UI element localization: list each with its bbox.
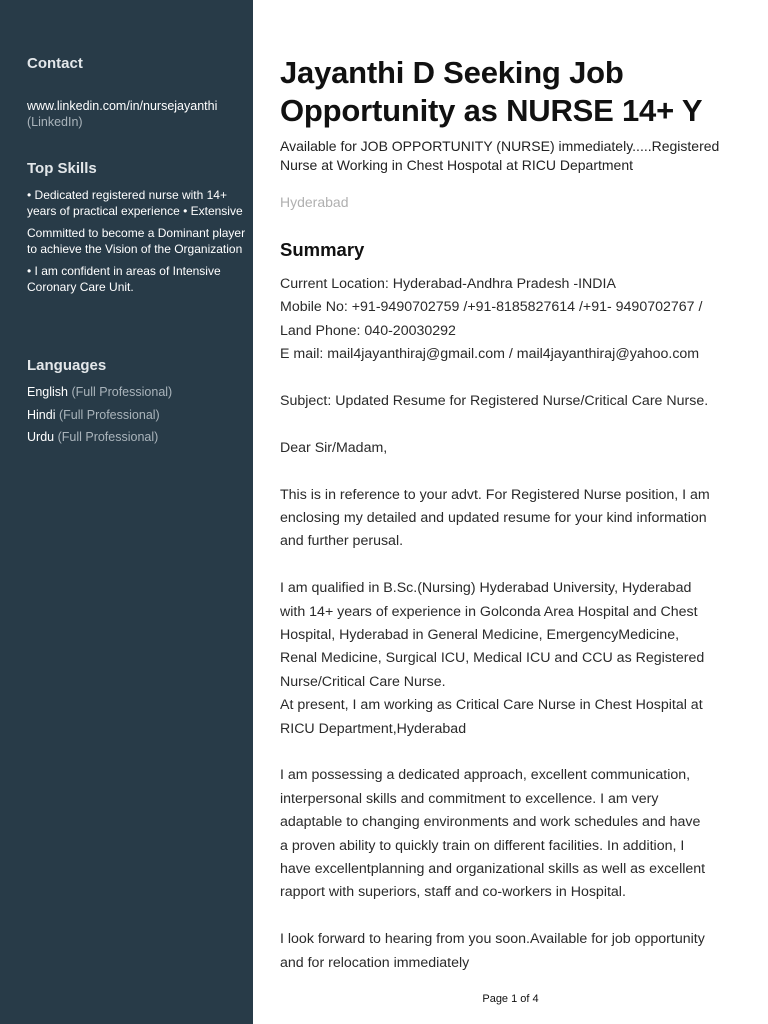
languages-section: [27, 357, 249, 452]
language-name: Urdu: [27, 430, 55, 444]
summary-line: Dear Sir/Madam,: [280, 439, 388, 456]
skill-item: • I am confident in areas of Intensive Coronary Care Unit.: [27, 264, 221, 294]
summary-spacer: [280, 413, 750, 436]
summary-line: have excellentplanning and organizational skills as well as excellent: [280, 861, 706, 878]
summary-line: Subject: Updated Resume for Registered Nurse/Critical Care Nurse.: [280, 393, 709, 410]
linkedin-link[interactable]: www.linkedin.com/in/nursejayanthi: [27, 99, 218, 113]
linkedin-label: (LinkedIn): [27, 115, 83, 129]
summary-line: and further perusal.: [280, 533, 404, 550]
summary-line: interpersonal skills and commitment to excellence. I am very: [280, 790, 659, 807]
top-skills-heading: Top Skills: [27, 160, 97, 177]
summary-spacer: [280, 905, 750, 928]
summary-spacer: [280, 741, 750, 764]
languages-heading: Languages: [27, 357, 107, 374]
language-level: (Full Professional): [57, 430, 159, 444]
sidebar: [0, 0, 253, 1024]
summary-line: Land Phone: 040-20030292: [280, 322, 456, 339]
language-item: [27, 407, 249, 423]
language-item: [27, 429, 249, 445]
top-skills-section: [27, 160, 249, 301]
summary-line: a proven ability to quickly train on different facilities. In addition, I: [280, 837, 685, 854]
summary-line: E mail: mail4jayanthiraj@gmail.com / mail4jayanthiraj@yahoo.com: [280, 346, 700, 363]
summary-line: This is in reference to your advt. For Registered Nurse position, I am: [280, 486, 710, 503]
summary-line: Nurse/Critical Care Nurse.: [280, 673, 446, 690]
summary-line: RICU Department,Hyderabad: [280, 720, 467, 737]
summary-body: [280, 273, 750, 975]
summary-line: rapport with superiors, staff and co-workers in Hospital.: [280, 884, 626, 901]
contact-heading: Contact: [27, 55, 83, 72]
language-name: Hindi: [27, 407, 56, 422]
summary-line: enclosing my detailed and updated resume for your kind information: [280, 510, 707, 527]
skill-item: Committed to become a Dominant player to achieve the Vision of the Organization: [27, 226, 246, 256]
skill-item: • Dedicated registered nurse with 14+ years of practical experience • Extensive: [27, 188, 243, 218]
skills-list: [27, 187, 249, 295]
location: Hyderabad: [280, 194, 349, 210]
summary-line: adaptable to changing environments and work schedules and have: [280, 814, 701, 831]
summary-line: with 14+ years of experience in Golconda Area Hospital and Chest: [280, 603, 698, 620]
summary-line: Hospital, Hyderabad in General Medicine, EmergencyMedicine,: [280, 627, 680, 644]
summary-line: At present, I am working as Critical Care Nurse in Chest Hospital at: [280, 697, 703, 714]
summary-spacer: [280, 367, 750, 390]
summary-line: I look forward to hearing from you soon.Available for job opportunity: [280, 931, 705, 948]
summary-line: and for relocation immediately: [280, 954, 470, 971]
language-level: (Full Professional): [58, 407, 160, 422]
language-name: English: [27, 385, 68, 399]
language-level: (Full Professional): [71, 385, 173, 399]
languages-list: [27, 384, 249, 445]
headline: Available for JOB OPPORTUNITY (NURSE) immediately.....Registered Nurse at Working in Chest Hospotal at RICU Department: [280, 138, 720, 173]
summary-line: Current Location: Hyderabad-Andhra Pradesh -INDIA: [280, 276, 616, 292]
summary-line: I am qualified in B.Sc.(Nursing) Hyderabad University, Hyderabad: [280, 580, 692, 597]
page-number: Page 1 of 4: [482, 993, 539, 1005]
language-item: [27, 384, 249, 400]
contact-section: [27, 55, 249, 130]
summary-line: I am possessing a dedicated approach, excellent communication,: [280, 767, 691, 784]
page-title: Jayanthi D Seeking Job Opportunity as NURSE 14+ Y: [280, 55, 703, 128]
summary-heading: Summary: [280, 239, 365, 260]
summary-spacer: [280, 460, 750, 483]
summary-spacer: [280, 554, 750, 577]
summary-line: Mobile No: +91-9490702759 /+91-8185827614 /+91- 9490702767 /: [280, 299, 703, 316]
summary-line: Renal Medicine, Surgical ICU, Medical ICU and CCU as Registered: [280, 650, 705, 667]
